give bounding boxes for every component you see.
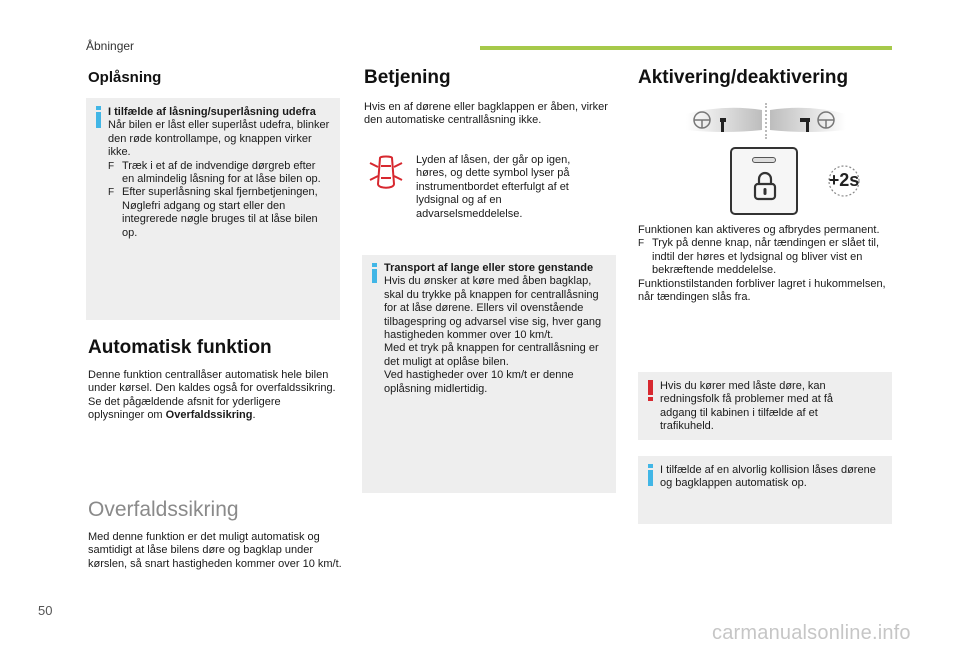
bullet-marker-icon: F — [108, 187, 115, 199]
superlock-bullet-1: F Træk i et af de indvendige dørgreb efter en almindelig låsning for at låse bilen op. — [108, 159, 321, 186]
superlock-info-title: I tilfælde af låsning/superlåsning udefra — [108, 106, 316, 118]
rescue-warning-box — [638, 372, 892, 440]
collision-info-text: I tilfælde af en alvorlig kollision låses dørene og bagklappen automatisk op. — [660, 464, 876, 490]
activation-heading: Aktivering/deaktivering — [638, 67, 849, 88]
door-open-car-icon — [368, 154, 404, 192]
warning-marker-icon — [648, 380, 653, 402]
hold-time-label: +2s — [828, 170, 860, 190]
transport-info-title: Transport af lange eller store genstande — [384, 262, 594, 274]
superlock-info-body: Når bilen er låst eller superlåst udefra, blinker den røde kontrollampe, og knappen virker ikke. — [108, 119, 330, 159]
section-header-label: Åbninger — [86, 39, 135, 53]
transport-info-box — [362, 255, 616, 493]
dashboard-right-illustration — [770, 104, 846, 138]
operation-intro: Hvis en af dørene eller bagklappen er åben, virker den automatiske centrallåsning ikke. — [364, 101, 608, 127]
watermark: carmanualsonline.info — [712, 622, 911, 644]
automatic-function-text: Denne funktion centrallåser automatisk hele bilen under kørsel. Den kaldes også for overfaldssikring. — [88, 369, 336, 395]
dashboard-divider — [765, 103, 767, 139]
section-header-bar — [480, 46, 892, 50]
info-marker-icon — [372, 263, 377, 283]
info-marker-icon — [96, 106, 101, 128]
padlock-icon — [753, 171, 777, 201]
page-number: 50 — [38, 603, 53, 618]
bullet-marker-icon: F — [638, 238, 645, 250]
operation-heading: Betjening — [364, 67, 451, 88]
hold-two-seconds-badge — [822, 164, 866, 198]
memory-text: Funktionstilstanden forbliver lagret i hukommelsen, når tændingen slås fra. — [638, 277, 886, 304]
bullet-marker-icon: F — [108, 160, 115, 172]
transport-info-text-2: Med et tryk på knappen for centrallåsning er det muligt at oplåse bilen. — [384, 342, 599, 368]
automatic-function-heading: Automatisk funktion — [88, 337, 272, 358]
automatic-function-reference: Se det pågældende afsnit for yderligere oplysninger om Overfaldssikring. — [88, 395, 281, 422]
central-lock-button[interactable] — [730, 147, 798, 215]
rescue-warning-text: Hvis du kører med låste døre, kan redningsfolk få problemer med at få adgang til kabinen i tilfælde af et trafikuheld. — [660, 380, 834, 433]
superlock-info-box — [86, 98, 340, 320]
info-marker-icon — [648, 464, 653, 486]
button-indicator-bar — [752, 157, 776, 163]
transport-info-text-1: Hvis du ønsker at køre med åben bagklap, skal du trykke på knappen for centrallåsning for at låse dørene. Ellers vil ovenstående tilbagespring og advarsel vise sig, hver gang hastigheden kommer over 10 km/t. — [384, 275, 602, 342]
assault-protection-text: Med denne funktion er det muligt automatisk og samtidigt at låse bilens døre og bagklap under kørslen, så snart hastigheden kommer over 10 km/t. — [88, 531, 342, 570]
assault-protection-link[interactable]: Overfaldssikring — [165, 409, 253, 422]
superlock-bullet-2: F Efter superlåsning skal fjernbetjeningen, Nøglefri adgang og start eller den integrerede nøgle bruges til at låse bilen op. — [108, 186, 318, 239]
collision-info-box — [638, 456, 892, 524]
activation-text: Funktionen kan aktiveres og afbrydes permanent. — [638, 224, 880, 236]
activation-bullet: F Tryk på denne knap, når tændingen er slået til, indtil der høres et lydsignal og bliver vist en bekræftende meddelelse. — [638, 237, 880, 277]
assault-protection-heading: Overfaldssikring — [88, 498, 239, 521]
dashboard-left-illustration — [686, 104, 762, 138]
transport-info-text-3: Ved hastigheder over 10 km/t er denne oplåsning midlertidig. — [384, 369, 574, 395]
door-open-note: Lyden af låsen, der går op igen, høres, og dette symbol lyser på instrumentbordet efterfulgt af et lydsignal og af en advarselsmeddelelse. — [416, 154, 571, 220]
unlocking-heading: Oplåsning — [88, 69, 162, 86]
